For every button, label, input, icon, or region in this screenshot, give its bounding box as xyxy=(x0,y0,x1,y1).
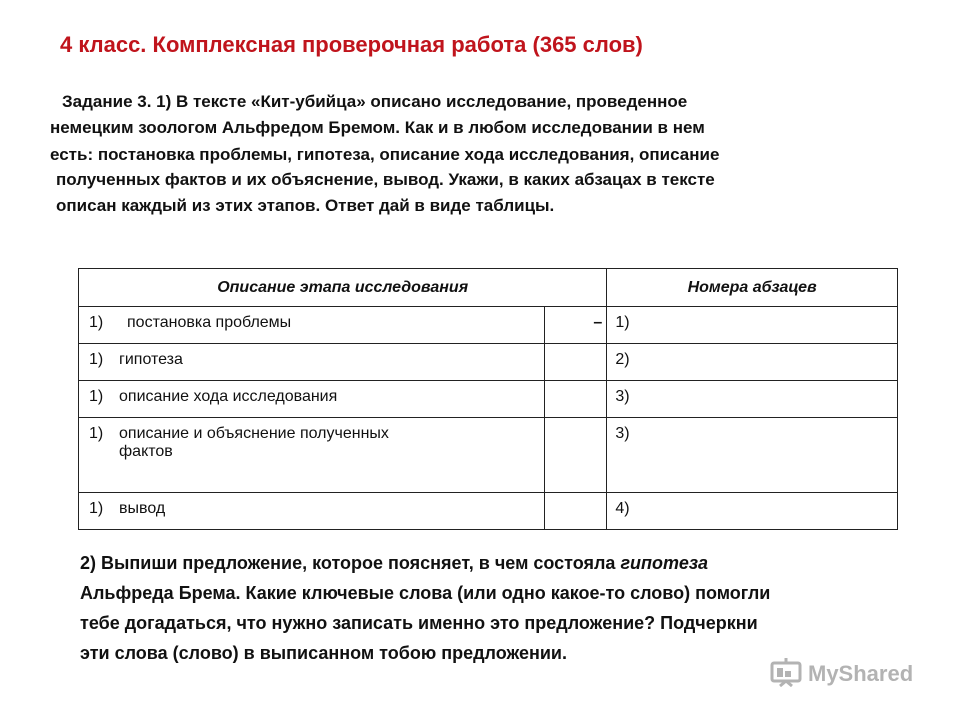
stage-cell xyxy=(79,344,545,381)
stage-text-line-2: фактов xyxy=(119,443,173,460)
paragraph-number: 2) xyxy=(607,344,898,381)
stage-text: вывод xyxy=(119,500,166,517)
task2-line-2: Альфреда Брема. Какие ключевые слова (или одно какое-то слово) помогли xyxy=(80,583,771,603)
table-row xyxy=(79,493,898,530)
table-row xyxy=(79,307,898,344)
row-number: 1) xyxy=(89,425,104,442)
task3-line-3: есть: постановка проблемы, гипотеза, описание хода исследования, описание xyxy=(50,145,720,164)
stage-text: гипотеза xyxy=(119,351,183,368)
row-number: 1) xyxy=(89,388,104,405)
watermark-text: MyShared xyxy=(808,661,914,686)
stage-text: постановка проблемы xyxy=(127,314,292,331)
watermark xyxy=(770,656,913,692)
header-stage: Описание этапа исследования xyxy=(79,269,607,307)
task3-line-5: описан каждый из этих этапов. Ответ дай в виде таблицы. xyxy=(56,196,555,215)
empty-cell xyxy=(545,493,607,530)
task2-line-3: тебе догадаться, что нужно записать именно это предложение? Подчеркни xyxy=(80,613,758,633)
stage-cell xyxy=(79,381,545,418)
table-row xyxy=(79,381,898,418)
table-header-row xyxy=(79,269,898,307)
stage-cell xyxy=(79,307,545,344)
empty-cell xyxy=(545,381,607,418)
header-paragraphs: Номера абзацев xyxy=(607,269,898,307)
task3-line-2: немецким зоологом Альфредом Бремом. Как и в любом исследовании в нем xyxy=(50,118,705,137)
hypothesis-word: гипотеза xyxy=(620,553,709,573)
paragraph-number: 3) xyxy=(607,418,898,493)
stage-cell xyxy=(79,493,545,530)
row-number: 1) xyxy=(89,314,104,331)
table-row xyxy=(79,418,898,493)
row-number: 1) xyxy=(89,500,104,517)
dash-mark: – xyxy=(545,307,607,344)
page-title: 4 класс. Комплексная проверочная работа (365 слов) xyxy=(60,32,643,57)
stage-text: описание хода исследования xyxy=(119,388,338,405)
stages-table xyxy=(78,268,898,530)
paragraph-number: 3) xyxy=(607,381,898,418)
stage-cell xyxy=(79,418,545,493)
paragraph-number: 4) xyxy=(607,493,898,530)
task2-line-4: эти слова (слово) в выписанном тобою предложении. xyxy=(80,643,568,663)
task2-line-1: 2) Выпиши предложение, которое поясняет, в чем состояла гипотеза xyxy=(80,553,709,573)
paragraph-number: 1) xyxy=(607,307,898,344)
empty-cell xyxy=(545,344,607,381)
empty-cell xyxy=(545,418,607,493)
table-row xyxy=(79,344,898,381)
task3-line-1: Задание 3. 1) В тексте «Кит-убийца» описано исследование, проведенное xyxy=(62,92,688,111)
stage-text: описание и объяснение полученных xyxy=(119,425,389,442)
task2-text xyxy=(80,548,920,668)
presentation-icon xyxy=(770,657,802,692)
row-number: 1) xyxy=(89,351,104,368)
task3-line-4: полученных фактов и их объяснение, вывод. Укажи, в каких абзацах в тексте xyxy=(56,170,715,189)
